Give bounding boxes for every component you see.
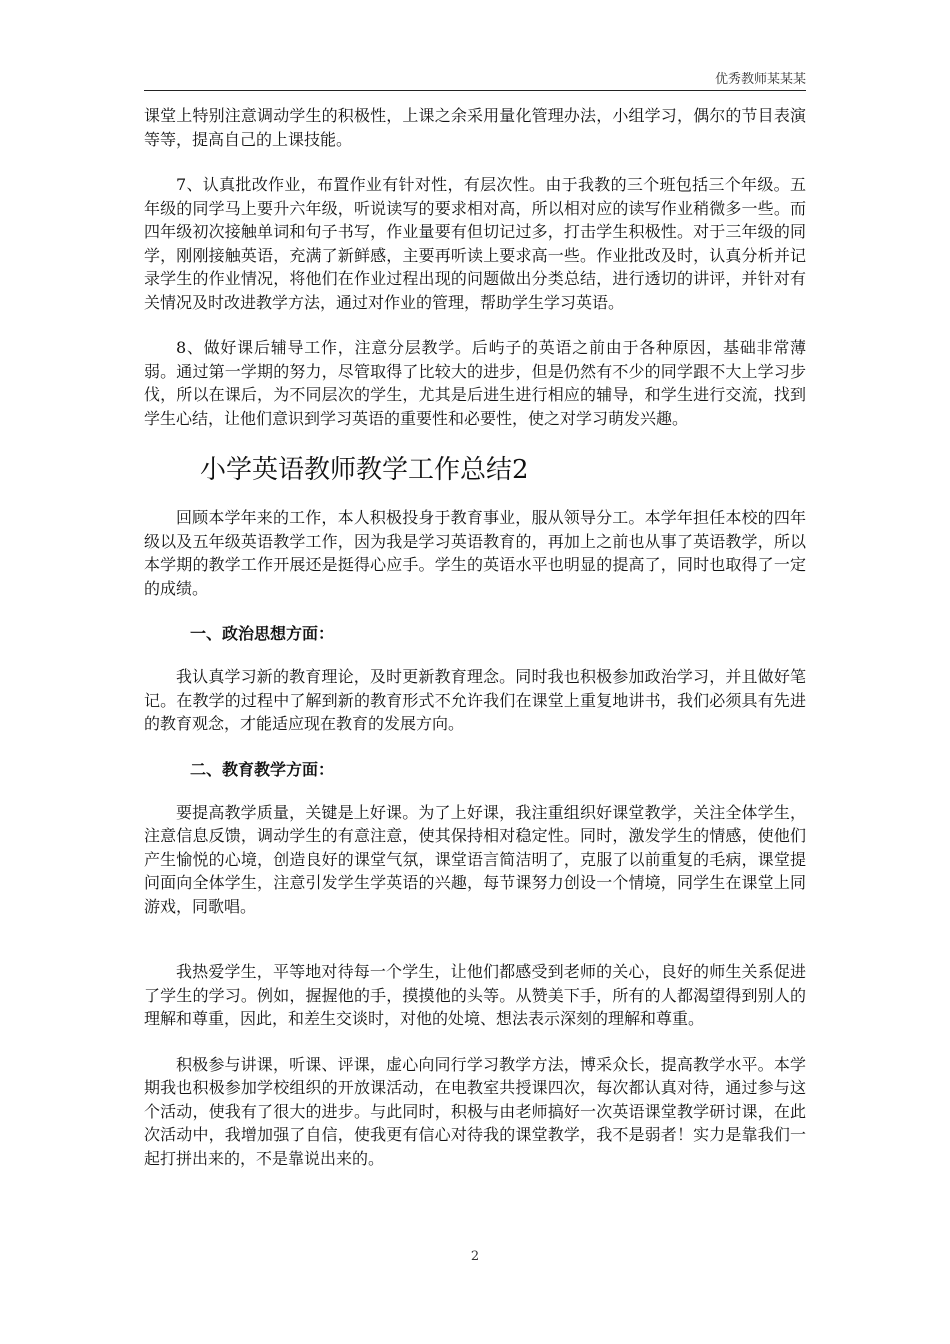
paragraph-item-8: 8、做好课后辅导工作，注意分层教学。后屿子的英语之前由于各种原因，基础非常薄弱。通过第一学期的努力，尽管取得了比较大的进步，但是仍然有不少的同学跟不大上学习步伐，所以在课后，为不同层次的学生，尤其是后进生进行相应的辅导，和学生进行交流，找到学生心结，让他们意识到学习英语的重要性和必要性，使之对学习萌发兴趣。 — [144, 338, 806, 428]
teaching-paragraph-3: 积极参与讲课，听课、评课，虚心向同行学习教学方法，博采众长，提高教学水平。本学期我也积极参加学校组织的开放课活动，在电教室共授课四次，每次都认真对待，通过参与这个活动，使我有了很大的进步。与此同时，积极与由老师搞好一次英语课堂教学研讨课，在此次活动中，我增加强了自信，使我更有信心对待我的课堂教学，我不是弱者！实力是靠我们一起打拼出来的，不是靠说出来的。 — [144, 1054, 806, 1168]
paragraph-item-7: 7、认真批改作业，布置作业有针对性，有层次性。由于我教的三个班包括三个年级。五年级的同学马上要升六年级，听说读写的要求相对高，所以相对应的读写作业稍微多一些。而四年级初次接触单词和句子书写，作业量要有但切记过多，打击学生积极性。对于三年级的同学，刚刚接触英语，充满了新鲜感，主要再听读上要求高一些。作业批改及时，认真分析并记录学生的作业情况，将他们在作业过程出现的问题做出分类总结，进行透切的讲评，并针对有关情况及时改进教学方法，通过对作业的管理，帮助学生学习英语。 — [144, 175, 806, 312]
section-title: 小学英语教师教学工作总结2 — [200, 455, 529, 485]
page-number: 2 — [470, 1249, 480, 1264]
intro-paragraph: 回顾本学年来的工作，本人积极投身于教育事业，服从领导分工。本学年担任本校的四年级以及五年级英语教学工作，因为我是学习英语教育的，再加上之前也从事了英语教学，所以本学期的教学工作开展还是挺得心应手。学生的英语水平也明显的提高了，同时也取得了一定的成绩。 — [144, 508, 806, 598]
political-paragraph: 我认真学习新的教育理论，及时更新教育理念。同时我也积极参加政治学习，并且做好笔记。在教学的过程中了解到新的教育形式不允许我们在课堂上重复地讲书，我们必须具有先进的教育观念，才能适应现在教育的发展方向。 — [144, 667, 806, 733]
teaching-paragraph-1: 要提高教学质量，关键是上好课。为了上好课，我注重组织好课堂教学，关注全体学生，注意信息反馈，调动学生的有意注意，使其保持相对稳定性。同时，激发学生的情感，使他们产生愉悦的心境，创造良好的课堂气氛，课堂语言简洁明了，克服了以前重复的毛病，课堂提问面向全体学生，注意引发学生学英语的兴趣，每节课努力创设一个情境，同学生在课堂上同游戏，同歌唱。 — [144, 802, 806, 916]
teaching-paragraph-2: 我热爱学生，平等地对待每一个学生，让他们都感受到老师的关心，良好的师生关系促进了学生的学习。例如，握握他的手，摸摸他的头等。从赞美下手，所有的人都渴望得到别人的理解和尊重，因此，和差生交谈时，对他的处境、想法表示深刻的理解和尊重。 — [144, 962, 806, 1028]
page-header — [144, 64, 806, 91]
heading-political: 一、政治思想方面： — [190, 624, 335, 643]
document-body — [144, 104, 806, 1192]
heading-teaching: 二、教育教学方面： — [190, 759, 335, 779]
header-author: 优秀教师某某某 — [714, 72, 806, 87]
paragraph-continuation: 课堂上特别注意调动学生的积极性，上课之余采用量化管理办法，小组学习，偶尔的节目表演等等，提高自己的上课技能。 — [144, 106, 806, 149]
spacer — [144, 940, 806, 960]
